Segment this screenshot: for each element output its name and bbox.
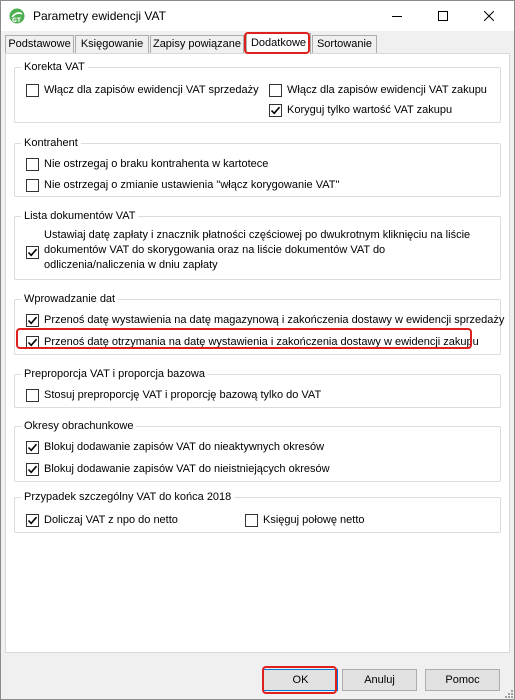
checkbox-ustawiaj-date-zaplaty[interactable] bbox=[26, 228, 484, 273]
tab-podstawowe[interactable]: Podstawowe bbox=[5, 35, 74, 53]
app-logo-icon bbox=[9, 8, 25, 24]
checkbox-box[interactable] bbox=[26, 246, 39, 259]
resize-grip-icon[interactable] bbox=[503, 688, 513, 698]
checkbox-korekta-sprzedaz[interactable] bbox=[26, 83, 259, 97]
checkbox-box[interactable] bbox=[26, 179, 39, 192]
ok-button[interactable]: OK bbox=[263, 669, 338, 691]
checkbox-zmiana-ustawienia[interactable] bbox=[26, 178, 339, 192]
checkmark-icon bbox=[27, 315, 38, 326]
checkbox-box[interactable] bbox=[26, 314, 39, 327]
svg-text:GT: GT bbox=[12, 17, 21, 24]
group-title: Lista dokumentów VAT bbox=[21, 209, 138, 223]
tab-ksiegowanie[interactable]: Księgowanie bbox=[75, 35, 149, 53]
checkmark-icon bbox=[27, 442, 38, 453]
checkbox-ksieguj-polowe-netto[interactable] bbox=[245, 513, 365, 527]
group-title: Kontrahent bbox=[21, 136, 81, 150]
group-przypadek-szczegolny bbox=[14, 491, 501, 533]
window-title: Parametry ewidencji VAT bbox=[33, 9, 166, 23]
help-button[interactable]: Pomoc bbox=[425, 669, 500, 691]
checkbox-label: Przenoś datę otrzymania na datę wystawienia i zakończenia dostawy w ewidencji zakupu bbox=[44, 336, 479, 348]
checkbox-koryguj-wartosc-vat[interactable] bbox=[269, 103, 452, 117]
group-title: Preproporcja VAT i proporcja bazowa bbox=[21, 367, 208, 381]
checkbox-label: Włącz dla zapisów ewidencji VAT zakupu bbox=[287, 84, 487, 96]
checkbox-korekta-zakup[interactable] bbox=[269, 83, 487, 97]
checkbox-box[interactable] bbox=[245, 514, 258, 527]
checkmark-icon bbox=[27, 515, 38, 526]
tab-dodatkowe[interactable]: Dodatkowe bbox=[246, 33, 311, 54]
checkbox-blokuj-nieaktywne[interactable] bbox=[26, 440, 324, 454]
checkbox-box[interactable] bbox=[26, 389, 39, 402]
minimize-icon bbox=[392, 11, 402, 21]
checkbox-data-wystawienia-sprzedaz[interactable] bbox=[26, 313, 504, 327]
close-icon bbox=[484, 11, 494, 21]
checkbox-box[interactable] bbox=[26, 514, 39, 527]
checkbox-label: Koryguj tylko wartość VAT zakupu bbox=[287, 104, 453, 116]
checkmark-icon bbox=[27, 464, 38, 475]
checkbox-doliczaj-vat[interactable] bbox=[26, 513, 178, 527]
group-preproporcja bbox=[14, 368, 501, 408]
tab-panel-dodatkowe bbox=[5, 53, 510, 653]
checkmark-icon bbox=[27, 247, 38, 258]
checkbox-label: Nie ostrzegaj o zmianie ustawienia "włącz korygowanie VAT" bbox=[44, 179, 340, 191]
tab-strip bbox=[5, 33, 510, 54]
close-button[interactable] bbox=[466, 1, 512, 31]
checkbox-label: Księguj połowę netto bbox=[263, 514, 365, 526]
checkbox-label: Ustawiaj datę zapłaty i znacznik płatności częściowej po dwukrotnym kliknięciu na liście dokumentów VAT do skorygowania oraz na liście dokumentów VAT do odliczenia/naliczenia w dniu zapłaty bbox=[44, 229, 471, 271]
checkbox-box[interactable] bbox=[26, 158, 39, 171]
checkbox-brak-kontrahenta[interactable] bbox=[26, 157, 268, 171]
tab-zapisy-powiazane[interactable]: Zapisy powiązane bbox=[150, 35, 244, 53]
checkbox-label: Doliczaj VAT z npo do netto bbox=[44, 514, 178, 526]
checkbox-box[interactable] bbox=[269, 104, 282, 117]
checkbox-box[interactable] bbox=[26, 441, 39, 454]
group-lista-dokumentow bbox=[14, 210, 501, 280]
checkbox-box[interactable] bbox=[26, 84, 39, 97]
checkbox-box[interactable] bbox=[26, 463, 39, 476]
minimize-button[interactable] bbox=[374, 1, 420, 31]
maximize-icon bbox=[438, 11, 448, 21]
checkbox-label: Włącz dla zapisów ewidencji VAT sprzedaży bbox=[44, 84, 259, 96]
group-korekta-vat bbox=[14, 61, 501, 123]
checkbox-label: Przenoś datę wystawienia na datę magazynową i zakończenia dostawy w ewidencji sprzedaży bbox=[44, 314, 505, 326]
cancel-button[interactable]: Anuluj bbox=[342, 669, 417, 691]
maximize-button[interactable] bbox=[420, 1, 466, 31]
checkbox-stosuj-preproporcje[interactable] bbox=[26, 388, 321, 402]
group-title: Przypadek szczególny VAT do końca 2018 bbox=[21, 490, 234, 504]
title-bar[interactable] bbox=[1, 1, 514, 31]
checkbox-box[interactable] bbox=[26, 336, 39, 349]
checkbox-label: Stosuj preproporcję VAT i proporcję bazową tylko do VAT bbox=[44, 389, 322, 401]
group-okresy-obrachunkowe bbox=[14, 420, 501, 482]
checkbox-label: Nie ostrzegaj o braku kontrahenta w kartotece bbox=[44, 158, 269, 170]
checkbox-data-otrzymania-zakup[interactable] bbox=[26, 335, 479, 349]
group-title: Korekta VAT bbox=[21, 60, 88, 74]
group-kontrahent bbox=[14, 137, 501, 197]
group-title: Okresy obrachunkowe bbox=[21, 419, 136, 433]
group-title: Wprowadzanie dat bbox=[21, 292, 118, 306]
checkmark-icon bbox=[270, 105, 281, 116]
checkbox-label: Blokuj dodawanie zapisów VAT do nieaktywnych okresów bbox=[44, 441, 325, 453]
checkbox-blokuj-nieistniejace[interactable] bbox=[26, 462, 330, 476]
checkbox-box[interactable] bbox=[269, 84, 282, 97]
checkmark-icon bbox=[27, 337, 38, 348]
group-wprowadzanie-dat bbox=[14, 293, 505, 355]
tab-sortowanie[interactable]: Sortowanie bbox=[312, 35, 377, 53]
checkbox-label: Blokuj dodawanie zapisów VAT do nieistniejących okresów bbox=[44, 463, 330, 475]
